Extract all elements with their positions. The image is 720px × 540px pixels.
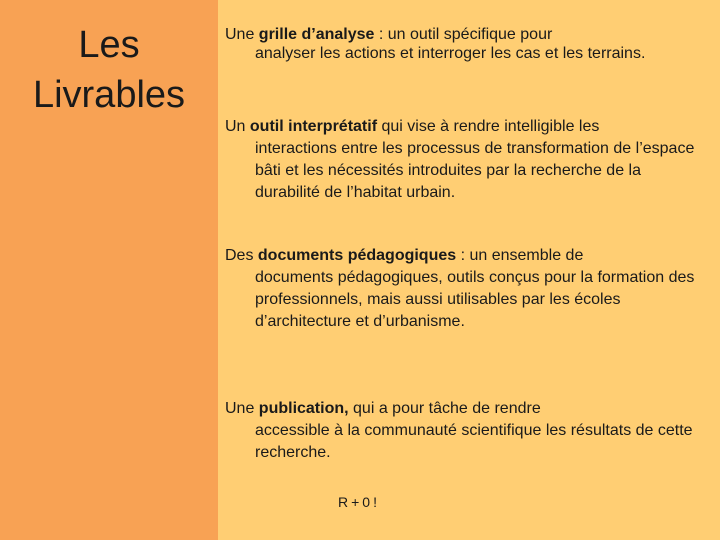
item-keyword: publication, — [258, 400, 349, 417]
deliverable-grille-analyse — [225, 25, 703, 63]
deliverable-publication — [225, 398, 703, 464]
item-first-line — [225, 245, 703, 267]
slide-title — [0, 20, 218, 120]
item-continuation: accessible à la communauté scientifique les résultats de cette recherche. — [255, 422, 693, 461]
deliverable-outil-interpretatif — [225, 116, 703, 204]
item-first-line — [225, 25, 703, 44]
item-keyword: outil interprétatif — [249, 118, 378, 135]
item-first-text: qui vise à rendre intelligible les — [377, 118, 600, 135]
item-first-line — [225, 398, 703, 420]
item-first-text: qui a pour tâche de rendre — [348, 400, 541, 417]
item-first-line — [225, 116, 703, 138]
item-prefix: Des — [225, 247, 258, 264]
title-line-1: Les — [78, 24, 140, 66]
item-keyword: documents pédagogiques — [257, 247, 457, 264]
signature: R+0! — [338, 494, 380, 510]
item-first-text: : un ensemble de — [456, 247, 584, 264]
item-prefix: Une — [225, 400, 259, 417]
item-continuation: analyser les actions et interroger les cas et les terrains. — [255, 45, 646, 62]
item-first-text: : un outil spécifique pour — [374, 26, 553, 43]
item-keyword: grille d’analyse — [258, 26, 375, 43]
item-continuation: documents pédagogiques, outils conçus pour la formation des professionnels, mais aussi utilisables par les écoles d’architecture et d’urbanisme. — [255, 269, 695, 330]
title-line-2: Livrables — [32, 74, 186, 116]
left-panel — [0, 0, 218, 540]
item-continuation: interactions entre les processus de transformation de l’espace bâti et les nécessités introduites par la recherche de la durabilité de l’habitat urbain. — [255, 140, 695, 201]
item-prefix: Un — [225, 118, 250, 135]
item-prefix: Une — [225, 26, 259, 43]
deliverable-documents-pedagogiques — [225, 245, 703, 333]
